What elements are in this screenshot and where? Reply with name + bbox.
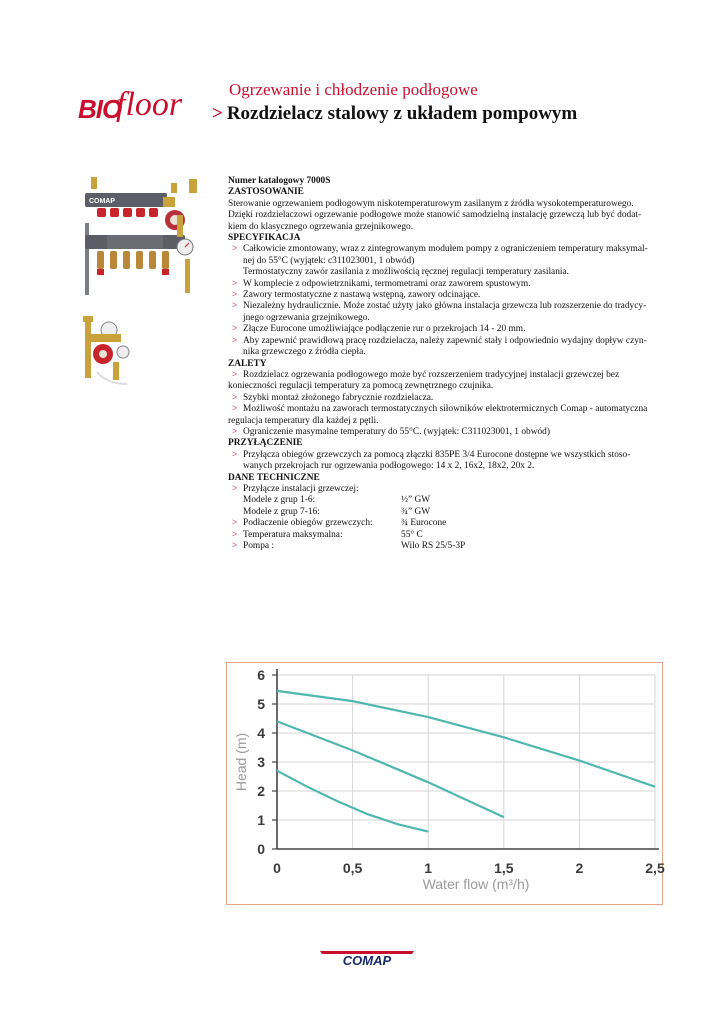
zastosowanie-line: Dzięki rozdzielaczowi ogrzewanie podłogowe może stanowić samodzielną instalację grzewczą lub być dodat- xyxy=(228,210,642,221)
spec-item-extra: Termostatyczny zawór zasilania z możliwością ręcznej regulacji temperatury zasilania. xyxy=(243,267,570,278)
tech-row: Modele z grup 7-16: ¾” GW xyxy=(243,506,431,517)
przylaczenie-item: > Przyłącza obiegów grzewczych za pomocą złączki 835PE 3/4 Eurocone dostępne we wszystkich stoso- xyxy=(232,449,631,460)
spec-item: > Całkowicie zmontowany, wraz z zintegrowanym modułem pompy z ograniczeniem temperatury maksymal- xyxy=(232,244,648,255)
y-tick-label: 4 xyxy=(257,725,265,741)
spec-item: > W komplecie z odpowietrznikami, termometrami oraz zaworem spustowym. xyxy=(232,278,531,289)
biofloor-logo xyxy=(78,88,188,136)
spec-item: > Aby zapewnić prawidłową pracę rozdzielacza, należy zapewnić stały i odpowiednio wydajny dopływ czyn- xyxy=(232,335,647,346)
spec-item: > Złącze Eurocone umożliwiające podłączenie rur o przekrojach 14 - 20 mm. xyxy=(232,324,526,335)
section-heading-przylaczenie: PRZYŁĄCZENIE xyxy=(228,438,303,449)
product-description xyxy=(228,176,662,552)
x-tick-label: 0,5 xyxy=(342,860,363,876)
page-title xyxy=(212,103,577,125)
tech-row: > Pompa : Wilo RS 25/5-3P xyxy=(232,540,466,551)
zalety-item-cont: konieczności regulacji temperatury za pomocą zewnętrznego czujnika. xyxy=(228,381,494,392)
page-title-text: Rozdzielacz stalowy z układem pompowym xyxy=(226,103,578,124)
y-tick-label: 5 xyxy=(257,696,265,712)
x-tick-label: 2 xyxy=(575,860,584,876)
x-tick-label: 2,5 xyxy=(645,860,665,876)
spec-item: > Niezależny hydraulicznie. Może zostać użyty jako główna instalacja grzewcza lub rozszerzenie do tradycy- xyxy=(232,301,647,312)
zalety-item: > Ograniczenie masymalne temperatury do 55°C. (wyjątek: C311023001, 1 obwód) xyxy=(232,426,550,437)
pump-curve-chart xyxy=(226,662,663,905)
tech-row: > Temperatura maksymalna: 55° C xyxy=(232,529,423,540)
catalog-number: Numer katalogowy 7000S xyxy=(228,176,331,186)
x-axis-label: Water flow (m³/h) xyxy=(422,876,530,892)
spec-item-cont: nej do 55°C (wyjątek: c311023001, 1 obwód) xyxy=(243,255,415,266)
zalety-item: > Rozdzielacz ogrzewania podłogowego może być rozszerzeniem tradycyjnej instalacji grzewczej bez xyxy=(232,369,620,380)
spec-item: > Zawory termostatyczne z nastawą wstępną, zawory odcinające. xyxy=(232,290,481,301)
x-tick-label: 1 xyxy=(424,860,433,876)
zastosowanie-line: kiem do klasycznego ogrzewania grzejnikowego. xyxy=(228,221,414,232)
photo-brand-label: COMAP xyxy=(89,198,116,205)
section-heading-zalety: ZALETY xyxy=(228,358,267,369)
section-heading-zastosowanie: ZASTOSOWANIE xyxy=(228,187,304,198)
comap-logo-text: COMAP xyxy=(342,953,392,968)
y-tick-label: 2 xyxy=(257,783,265,799)
series-line-speed-3 xyxy=(277,691,655,787)
logo-floor-text: floor xyxy=(116,86,183,123)
x-tick-label: 1,5 xyxy=(494,860,514,876)
y-tick-label: 6 xyxy=(257,667,265,683)
tech-row: Modele z grup 1-6: ½” GW xyxy=(243,495,431,506)
przylaczenie-item-cont: wanych przekrojach rur ogrzewania podłogowego: 14 x 2, 16x2, 18x2, 20x 2. xyxy=(243,461,535,472)
spec-item-cont: nika grzewczego z źródła ciepła. xyxy=(243,347,366,358)
section-heading-specyfikacja: SPECYFIKACJA xyxy=(228,233,301,244)
y-axis-label: Head (m) xyxy=(233,732,249,792)
series-line-speed-2 xyxy=(277,721,504,817)
tech-row: > Podłaczenie obiegów grzewczych: ¾ Eurocone xyxy=(232,518,447,529)
manifold-photo xyxy=(77,175,202,300)
y-tick-label: 0 xyxy=(257,841,265,857)
comap-footer-logo xyxy=(318,947,416,967)
pump-module-photo xyxy=(77,312,132,387)
logo-bio-text: BIO xyxy=(78,94,122,124)
y-tick-label: 1 xyxy=(257,812,265,828)
dane-intro: > Przyłącze instalacji grzewczej: xyxy=(232,483,359,494)
title-marker: > xyxy=(212,103,223,124)
y-tick-label: 3 xyxy=(257,754,265,770)
zastosowanie-line: Sterowanie ogrzewaniem podłogowym niskotemperaturowym zasilanym z źródła wysokotemperaturowego. xyxy=(228,198,634,209)
chart-canvas xyxy=(227,663,665,903)
spec-item-cont: jnego ogrzewania grzejnikowego. xyxy=(243,312,370,323)
zalety-item: > Możliwość montażu na zaworach termostatycznych siłowników elektrotermicznych Comap - automatyczna xyxy=(232,404,648,415)
zalety-item-cont: regulacja temperatury dla każdej z pętli. xyxy=(228,415,379,426)
section-heading-dane: DANE TECHNICZNE xyxy=(228,472,320,483)
zalety-item: > Szybki montaż złożonego fabrycznie rozdzielacza. xyxy=(232,392,434,403)
x-tick-label: 0 xyxy=(273,860,281,876)
page-subtitle: Ogrzewanie i chłodzenie podłogowe xyxy=(229,80,478,99)
